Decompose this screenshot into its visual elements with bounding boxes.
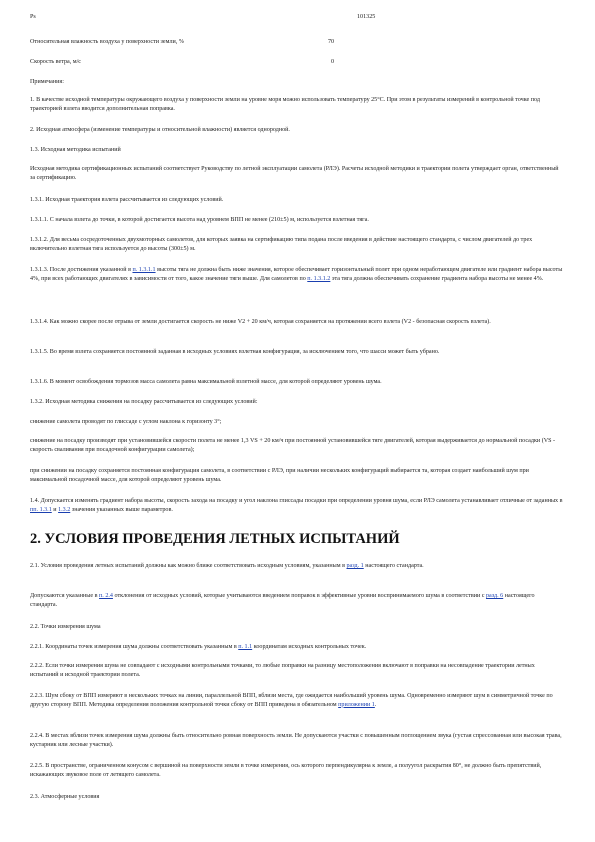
link-p-1-1[interactable]: п. 1.1 <box>238 644 253 650</box>
text-segment: 2.2.1. Координаты точек измерения шума должны соответствовать указанным в <box>30 644 239 650</box>
link-p-2-4[interactable]: п. 2.4 <box>99 593 113 599</box>
paragraph-landing-config: при снижении на посадку сохраняется постоянная конфигурация самолета, в соответствии с РЛЭ, при наличии нескольких конфигураций выбирается та, которая создает наибольший шум при максимальной посадочной массе, для которой определяют уровень шума. <box>30 468 529 483</box>
text-segment: значения указанных выше параметров. <box>70 506 173 513</box>
paragraph-1-3-1-5: 1.3.1.5. Во время взлета сохраняется постоянной заданная в исходных условиях взлетная конфигурация, за исключением того, что шасси может быть убрано. <box>30 349 440 355</box>
link-appendix-1[interactable]: приложении 1 <box>338 701 375 708</box>
paragraph-2-2-3 <box>30 692 563 709</box>
paragraph-1-3-2: 1.3.2. Исходная методика снижения на посадку рассчитывается из следующих условий: <box>30 399 258 405</box>
link-razd-1[interactable]: разд. 1 <box>346 563 364 569</box>
paragraph-1-3-1-1: 1.3.1.1. С начала взлета до точки, в которой достигается высота над уровнем ВПП не менее (210±5) м, используется взлетная тяга. <box>30 217 369 223</box>
param-value: 0 <box>331 59 335 65</box>
paragraph-2-2-5: 2.2.5. В пространстве, ограниченном конусом с вершиной на поверхности земли в точке измерения, ось которого перпендикулярна к земле, а полуугол раскрытия 80°, не должно быть препятствий, искажающих звуковое поле от летящего самолета. <box>30 763 542 778</box>
paragraph-1-4 <box>30 497 563 514</box>
paragraph-2-1 <box>30 562 563 571</box>
param-value: 101325 <box>357 14 376 20</box>
link-p-1-3-1-1[interactable]: п. 1.3.1.1 <box>132 267 156 273</box>
note-2: 2. Исходная атмосфера (изменение температуры и относительной влажности) является однородной. <box>30 127 290 133</box>
section-2-heading: 2. УСЛОВИЯ ПРОВЕДЕНИЯ ЛЕТНЫХ ИСПЫТАНИЙ <box>30 531 400 547</box>
paragraph-1-3-1-4: 1.3.1.4. Как можно скорее после отрыва от земли достигается скорость не ниже V2 + 20 км/ч, которая сохраняется на протяжении всего взлета (V2 - безопасная скорость взлета). <box>30 319 491 325</box>
param-value: 70 <box>328 39 335 45</box>
text-segment: 2.1. Условия проведения летных испытаний должны как можно ближе соответствовать исходным условиям, указанным в <box>30 563 347 569</box>
paragraph-2-2-2: 2.2.2. Если точки измерения шума не совпадают с исходными контрольными точками, то любые поправки на разницу местоположения включают в поправки на несовпадение траектории летных испытаний и исходной траектории полета. <box>30 663 535 678</box>
paragraph-1-3-intro: Исходная методика сертификационных испытаний соответствует Руководству по летной эксплуатации самолета (РЛЭ). Расчеты исходной методики и траектории полета утверждает орган, ответственный за сертификацию. <box>30 166 559 181</box>
text-segment: Допускаются указанные в <box>30 593 100 599</box>
section-2-2-title: 2.2. Точки измерения шума <box>30 624 101 630</box>
text-segment: 2.2.3. Шум сбоку от ВПП измеряют в нескольких точках на линии, параллельной ВПП, вблизи места, где ожидается наибольший уровень шума. Одновременно измеряют шум в симметричной точке по другую сторону ВПП. Методика определения положения контрольной точки сбоку от ВПП приведена в обязательном <box>30 693 553 708</box>
note-1: 1. В качестве исходной температуры окружающего воздуха у поверхности земли на уровне моря можно использовать температуру 25°С. При этом в результаты измерений в контрольной точке под траекторией взлета вводится дополнительная поправка. <box>30 97 540 112</box>
text-segment: настоящего стандарта. <box>363 563 424 569</box>
text-segment: отклонения от исходных условий, которые учитываются введением поправок в эффективные уровни воспринимаемого шума в соответствии с <box>112 593 486 599</box>
paragraph-1-3-1: 1.3.1. Исходная траектория взлета рассчитывается из следующих условий. <box>30 197 224 203</box>
paragraph-1-3-1-3 <box>30 266 563 283</box>
paragraph-2-2-4: 2.2.4. В местах вблизи точек измерения шума должны быть относительно ровная поверхность земли. Не допускаются участки с повышенным поглощением звука (густая спрессованная или высокая трава, кустарник или лесные участки). <box>30 733 562 748</box>
notes-title: Примечания: <box>30 79 64 85</box>
param-row-ps <box>30 13 565 22</box>
link-pp-1-3-1[interactable]: пп. 1.3.1 <box>30 506 52 513</box>
text-segment: координатам исходных контрольных точек. <box>252 644 367 650</box>
text-segment: . <box>374 701 377 708</box>
text-segment: настоящего стандарта. <box>30 593 535 608</box>
paragraph-2-2-1 <box>30 643 563 652</box>
link-razd-6[interactable]: разд. 6 <box>485 593 504 599</box>
link-p-1-3-1-2[interactable]: п. 1.3.1.2 <box>307 275 331 282</box>
text-segment: эта тяга должна обеспечивать сохранение градиента набора высоты не менее 4%. <box>330 275 544 282</box>
paragraph-1-3-1-6: 1.3.1.6. В момент освобождения тормозов масса самолета равна максимальной взлетной массе, для которой определяют уровень шума. <box>30 379 382 385</box>
paragraph-glide-slope: снижение самолета проводят по глиссаде с углом наклона к горизонту 3°; <box>30 419 222 425</box>
paragraph-2-1-deviations <box>30 592 563 609</box>
section-2-3-title: 2.3. Атмосферные условия <box>30 794 100 800</box>
param-label: Относительная влажность воздуха у поверхности земли, % <box>30 39 184 45</box>
paragraph-1-3-1-2: 1.3.1.2. Для весьма сосредоточенных двухмоторных самолетов, для которых заявка на сертификацию типа подана после введения в действие настоящего стандарта, с числом двигателей до трех включительно взлетная тяга используется до высоты (300±5) м. <box>30 237 533 252</box>
text-segment: 1.4. Допускается изменять градиент набора высоты, скорость захода на посадку и угол наклона глиссады посадки при определении уровня шума, если РЛЭ самолета устанавливает отличные от заданных в <box>30 498 563 504</box>
param-label: Ps <box>30 14 36 20</box>
link-1-3-2[interactable]: 1.3.2 <box>58 506 71 513</box>
text-segment: и <box>51 506 59 513</box>
text-segment: высоты тяга не должна быть ниже значения, которое обеспечивает горизонтальный полет при одном неработающем двигателе или градиент набора высоты 4%, при всех работающих двигателях в зависимости от того, какое значение тяги выше. Для самолетов по <box>30 267 563 282</box>
param-row-humidity <box>30 38 565 47</box>
param-label: Скорость ветра, м/с <box>30 59 82 65</box>
section-1-3-title: 1.3. Исходная методика испытаний <box>30 147 121 153</box>
param-row-wind <box>30 58 565 67</box>
paragraph-approach-speed: снижение на посадку производят при установившейся скорости полета не менее 1,3 VS + 20 км/ч при постоянной установившейся тяге двигателей, которая выдерживается до нормальной посадки (VS - скорость сваливания при посадочной конфигурации самолета); <box>30 438 556 453</box>
text-segment: 1.3.1.3. После достижения указанной в <box>30 267 133 273</box>
